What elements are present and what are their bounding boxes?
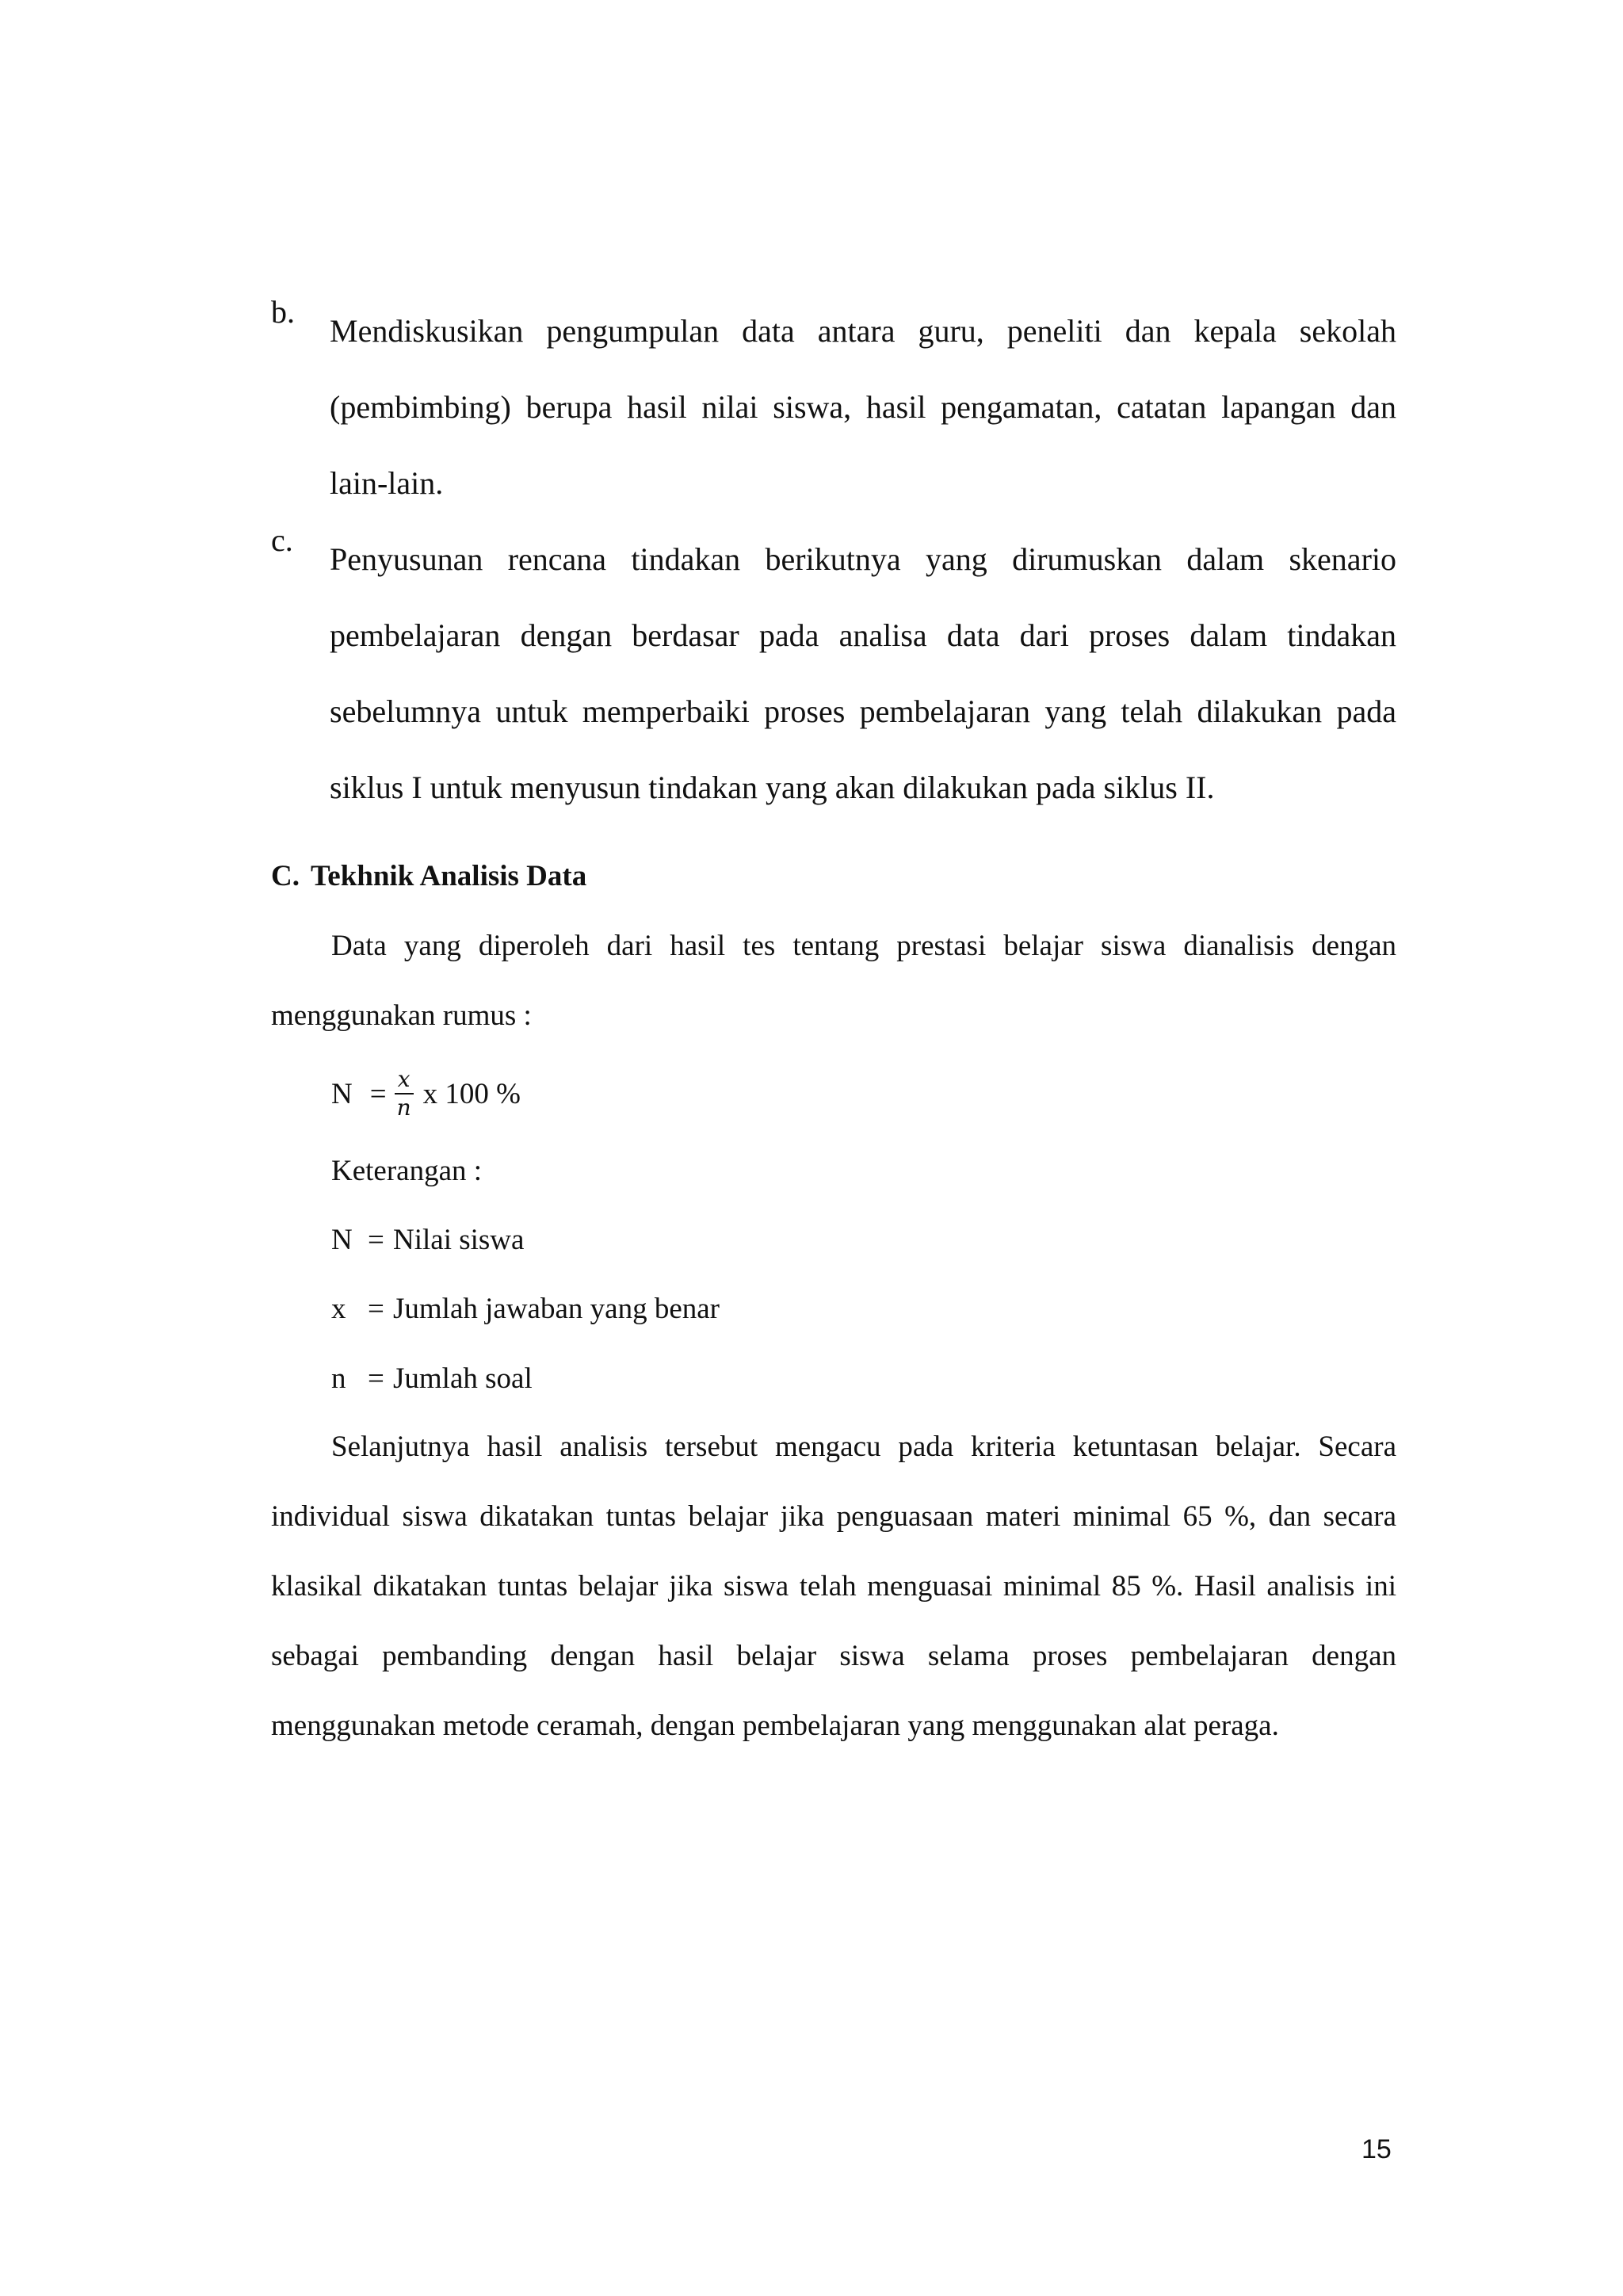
- paragraph-criteria: Selanjutnya hasil analisis tersebut mengacu pada kriteria ketuntasan belajar. Secara individual siswa dikatakan tuntas belajar jika penguasaan materi minimal 65 %, dan secara klasikal dikatakan tuntas belajar jika siswa telah menguasai minimal 85 %. Hasil analisis ini sebagai pembanding dengan hasil belajar siswa selama proses pembelajaran dengan menggunakan metode ceramah, dengan pembelajaran yang menggunakan alat peraga.: [271, 1431, 1396, 1742]
- list-item-b: [271, 293, 1396, 521]
- legend-description: Jumlah jawaban yang benar: [393, 1293, 720, 1325]
- page-number: 15: [1361, 2134, 1392, 2164]
- legend-symbol: x: [331, 1293, 346, 1325]
- section-heading: [271, 853, 586, 900]
- paragraph-intro: Data yang diperoleh dari hasil tes tentang prestasi belajar siswa dianalisis dengan menggunakan rumus :: [271, 930, 1396, 1032]
- fraction-numerator: x: [397, 1066, 411, 1092]
- legend-equals: =: [368, 1293, 384, 1325]
- legend-symbol: n: [331, 1362, 346, 1395]
- legend-equals: =: [368, 1224, 384, 1256]
- list-item-c: [271, 521, 1396, 826]
- legend-description: Jumlah soal: [393, 1362, 533, 1395]
- fraction-denominator: n: [396, 1095, 411, 1121]
- formula-lhs: N: [331, 1077, 353, 1110]
- formula: [331, 1056, 521, 1132]
- formula-multiplier: x 100 %: [422, 1077, 521, 1110]
- legend-row: [331, 1217, 524, 1264]
- legend-description: Nilai siswa: [393, 1224, 525, 1256]
- list-marker: b.: [271, 294, 295, 330]
- legend-equals: =: [368, 1362, 384, 1395]
- keterangan-label: Keterangan :: [331, 1155, 483, 1187]
- section-number: C.: [271, 860, 300, 892]
- legend-row: [331, 1286, 720, 1333]
- formula-fraction: [395, 1067, 414, 1121]
- legend-symbol: N: [331, 1224, 353, 1256]
- list-marker: c.: [271, 522, 293, 558]
- list-item-text: Mendiskusikan pengumpulan data antara guru, peneliti dan kepala sekolah (pembimbing) berupa hasil nilai siswa, hasil pengamatan, catatan lapangan dan lain-lain.: [330, 313, 1396, 501]
- formula-equals: =: [369, 1077, 387, 1110]
- section-title: Tekhnik Analisis Data: [310, 860, 587, 892]
- legend-row: [331, 1355, 533, 1403]
- list-item-text: Penyusunan rencana tindakan berikutnya yang dirumuskan dalam skenario pembelajaran dengan berdasar pada analisa data dari proses dalam tindakan sebelumnya untuk memperbaiki proses pembelajaran yang telah dilakukan pada siklus I untuk menyusun tindakan yang akan dilakukan pada siklus II.: [330, 541, 1396, 805]
